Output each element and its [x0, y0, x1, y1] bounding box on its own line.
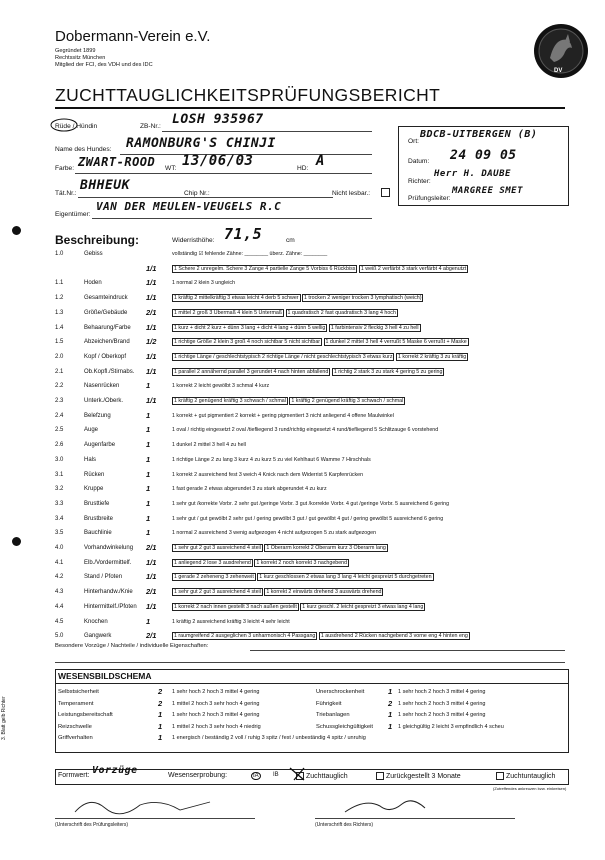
row-number: 1.1	[55, 280, 64, 287]
row-check-mark[interactable]: 1/1	[146, 278, 157, 288]
row-check-mark[interactable]: 1	[146, 425, 151, 435]
row-options[interactable]: 1 raumgreifend 2 ausgeglichen 3 unharmonisch 4 Passgang 1 ausdrehend 2 Rücken nachgebend 3 vorne eng 4 hinten eng	[174, 633, 468, 640]
row-number: 4.2	[55, 574, 64, 581]
wesen-trait-mark[interactable]: 1	[388, 710, 393, 719]
row-check-mark[interactable]: 1/1	[146, 351, 157, 361]
row-number: 4.5	[55, 618, 64, 625]
row-label: Unterk./Oberk.	[84, 398, 124, 404]
row-number: 3.5	[55, 530, 64, 537]
formwert-value[interactable]: Vorzüge	[92, 765, 138, 776]
row-label: Hoden	[84, 280, 102, 287]
row-label: Auge	[84, 427, 99, 434]
row-options[interactable]: 1 fast gerade 2 etwas abgerundet 3 zu stark abgerundet 4 zu kurz	[172, 486, 327, 493]
row-number: 2.0	[55, 353, 64, 360]
hd-label: HD:	[297, 165, 309, 172]
row-label: Belefzung	[84, 412, 111, 419]
title-rule	[55, 107, 565, 109]
leiter-label: Prüfungsleiter:	[408, 195, 451, 202]
ort-value[interactable]: BDCB-UITBERGEN (B)	[420, 129, 538, 140]
row-options[interactable]: 1 parallel 2 annähernd parallel 3 gerundet 4 nach hinten abfallend 1 richtig 2 stark 3 zu stark 4 gering 5 zu gering	[174, 368, 443, 375]
color-value[interactable]: ZWART-ROOD	[78, 155, 156, 169]
row-options[interactable]: 1 korrekt 2 leicht gewölbt 3 schmal 4 kurz	[172, 383, 270, 390]
wesen-trait-options[interactable]: 1 sehr hoch 2 hoch 3 mittel 4 gering	[398, 712, 486, 718]
wesen-trait-options[interactable]: 1 sehr hoch 2 hoch 3 mittel 4 gering	[172, 712, 260, 718]
row-options[interactable]: 1 korrekt 2 nach innen gestellt 3 nach außen gestellt 1 kurz geschl. 2 leicht gespreizt 3 etwas lang 4 lang	[174, 603, 424, 610]
row-check-mark[interactable]: 1	[146, 469, 151, 479]
zuchtuntauglich-checkbox[interactable]	[496, 772, 504, 780]
wesen-trait-mark[interactable]: 1	[158, 733, 163, 742]
row-label: Brusttiefe	[84, 500, 110, 507]
leiter-value[interactable]: MARGREE SMET	[452, 186, 524, 196]
row-check-mark[interactable]: 1/1	[146, 572, 157, 582]
row-label: Kopf / Oberkopf	[84, 353, 127, 360]
row-label: Stand / Pfoten	[84, 574, 123, 581]
row-label: Brustbreite	[84, 515, 114, 522]
row-options[interactable]: 1 sehr gut /korrekte Vorbr. 2 sehr gut /geringe Vorbr. 3 gut /korrekte Vorbr. 4 gut /geringe Vorbr. 5 ausreichend 6 gering	[172, 500, 450, 507]
tattoo-value[interactable]: BHHEUK	[80, 178, 130, 193]
row-check-mark[interactable]: 2/1	[146, 543, 157, 552]
dog-name-value[interactable]: RAMONBURG'S CHINJI	[126, 136, 276, 151]
richter-value[interactable]: Herr H. DAUBE	[434, 169, 511, 179]
chip-label: Chip Nr.:	[184, 190, 210, 197]
wesen-trait-mark[interactable]: 2	[158, 698, 163, 708]
wesen-trait-options[interactable]: 1 energisch / beständig 2 voll / ruhig 3 spitz / fest / unbeständig 4 spitz / unruhig	[172, 735, 366, 741]
wesen-trait-label: Temperament	[58, 700, 94, 707]
row-options[interactable]: 1 richtige Länge / geschlechtstypisch 2 richtige Länge / nicht geschlechtstypisch 3 etwas kurz 1 korrekt 2 kräftig 3 zu kräftig	[174, 353, 467, 360]
row-label: Hintermittelf./Pfoten	[84, 603, 137, 610]
signature-richter-label: (Unterschrift des Richters)	[315, 822, 374, 828]
wesen-trait-label: Schussgleichgültigkeit	[316, 723, 374, 730]
wesen-trait-options[interactable]: 1 sehr hoch 2 hoch 3 mittel 4 gering	[398, 700, 486, 707]
sex-label: Rüde / Hündin	[55, 123, 98, 130]
wesen-trait-options[interactable]: 1 sehr hoch 2 hoch 3 mittel 4 gering	[172, 689, 260, 695]
row-options[interactable]: 1 normal 2 klein 3 ungleich	[172, 280, 236, 287]
row-number: 1.2	[55, 295, 64, 302]
row-number: 1.0	[55, 251, 64, 257]
height-unit: cm	[286, 237, 295, 244]
zurueckgestellt-checkbox[interactable]	[376, 772, 384, 780]
row-options[interactable]: vollständig ☑ fehlende Zähne: ________ überz. Zähne: ________	[172, 251, 328, 257]
row-check-mark[interactable]: 1	[146, 498, 151, 508]
row-check-mark[interactable]: 1	[146, 454, 151, 464]
unreadable-label: Nicht lesbar.:	[332, 190, 371, 197]
zb-label: ZB-Nr.:	[140, 123, 161, 130]
wesen-trait-label: Reizschwelle	[58, 723, 92, 730]
row-label: Größe/Gebäude	[84, 309, 128, 316]
unreadable-checkbox[interactable]	[381, 188, 390, 197]
row-label: Hinterhandw./Knie	[84, 589, 133, 596]
wesen-trait-label: Führigkeit	[316, 700, 342, 707]
row-label: Hals	[84, 456, 97, 463]
row-options[interactable]: 1 Schere 2 unregelm. Schere 3 Zange 4 partielle Zange 5 Vorbiss 6 Rückbiss 1 weiß 2 verfärbt 3 stark verfärbt 4 abgenutzt	[174, 265, 467, 272]
row-check-mark[interactable]: 1/2	[146, 337, 157, 347]
row-number: 3.1	[55, 471, 64, 478]
punch-hole-top	[12, 226, 21, 235]
wt-value[interactable]: 13/06/03	[182, 153, 254, 169]
wesen-trait-options[interactable]: 1 mittel 2 hoch 3 sehr hoch 4 niedrig	[172, 723, 261, 730]
row-number: 2.2	[55, 383, 64, 390]
row-check-mark[interactable]: 1	[146, 484, 151, 494]
row-number: 3.0	[55, 456, 64, 463]
row-label: Augenfarbe	[84, 442, 116, 449]
row-number: 2.5	[55, 427, 64, 434]
special-features-label: Besondere Vorzüge / Nachteile / individuelle Eigenschaften:	[55, 643, 209, 649]
row-label: Nasenrücken	[84, 383, 120, 390]
row-check-mark[interactable]: 1	[146, 616, 151, 626]
wesen-trait-mark[interactable]: 2	[388, 698, 393, 708]
row-number: 1.4	[55, 324, 64, 331]
row-check-mark[interactable]: 1/1	[146, 396, 157, 405]
row-check-mark[interactable]: 1/1	[146, 293, 157, 303]
wesen-option-ib[interactable]: IB	[273, 772, 279, 778]
hd-value[interactable]: A	[316, 153, 325, 169]
row-options[interactable]: 1 sehr gut 2 gut 3 ausreichend 4 steil 1 Oberarm korrekt 2 Oberarm kurz 3 Oberarm lang	[174, 545, 386, 551]
row-check-mark[interactable]: 1/1	[146, 601, 157, 611]
row-label: Vorhandwinkelung	[84, 545, 134, 551]
document-title: ZUCHTTAUGLICHKEITSPRÜFUNGSBERICHT	[55, 85, 441, 105]
check-cross-mark	[288, 766, 308, 782]
row-options[interactable]: 1 mittel 2 groß 3 Übermaß 4 klein 5 Untermaß 1 quadratisch 2 fast quadratisch 3 lang 4 hoch	[174, 309, 396, 316]
wesen-trait-label: Selbstsicherheit	[58, 689, 99, 695]
club-name: Dobermann-Verein e.V.	[55, 28, 211, 45]
row-number: 2.1	[55, 368, 64, 375]
result-zurueckgestellt[interactable]: Zurückgestellt 3 Monate	[376, 772, 461, 780]
logo-lettering: DV	[554, 68, 563, 74]
row-options[interactable]: 1 oval / richtig eingesetzt 2 oval /tiefliegend 3 rund/richtig eingesetzt 4 rund/tiefliegend 5 Schlitzauge 6 vorstehend	[172, 427, 439, 434]
dog-name-label: Name des Hundes:	[55, 146, 112, 153]
wesen-trait-options[interactable]: 1 sehr hoch 2 hoch 3 mittel 4 gering	[398, 689, 486, 695]
wesen-trait-label: Unerschrockenheit	[316, 689, 365, 695]
row-options[interactable]: 1 richtige Größe 2 klein 3 groß 4 noch sichtbar 5 nicht sichtbar 1 dunkel 2 mittel 3 hell 4 verrußt 5 Maske 6 verrußt + Maske	[174, 339, 467, 346]
color-label: Farbe:	[55, 165, 75, 172]
wesen-trait-label: Triebanlagen	[316, 712, 350, 718]
beschreibung-title: Beschreibung:	[55, 233, 140, 247]
copy-distribution-note: 3. Blatt gelb Richter	[1, 696, 7, 740]
signature-leiter-icon	[70, 790, 220, 820]
height-label: Widerristhöhe:	[172, 237, 215, 244]
row-number: 3.4	[55, 515, 64, 522]
row-check-mark[interactable]: 1	[146, 528, 151, 538]
result-zuchttauglich[interactable]: Zuchttauglich	[296, 772, 348, 780]
owner-value[interactable]: VAN DER MEULEN-VEUGELS R.C	[96, 200, 282, 213]
row-number: 2.4	[55, 412, 64, 419]
membership-text: Mitglied der FCI, des VDH und des IDC	[55, 62, 153, 68]
row-number: 4.0	[55, 545, 64, 551]
row-number: 3.2	[55, 486, 64, 493]
row-check-mark[interactable]: 1	[146, 440, 151, 450]
row-options[interactable]: 1 kurz + dicht 2 kurz + dünn 3 lang + dicht 4 lang + dünn 5 wellig 1 farbintensiv 2 fleckig 3 hell 4 zu hell	[174, 324, 419, 331]
formwert-label: Formwert:	[58, 772, 90, 779]
datum-label: Datum:	[408, 158, 430, 165]
row-number: 4.4	[55, 603, 64, 610]
datum-value[interactable]: 24 09 05	[450, 148, 517, 163]
wesen-trait-options[interactable]: 1 gleichgültig 2 leicht 3 empfindlich 4 scheu	[398, 723, 504, 730]
wesen-test-label: Wesenserprobung:	[168, 772, 228, 779]
row-label: Rücken	[84, 471, 105, 478]
richter-label: Richter:	[408, 178, 431, 185]
row-number: 1.3	[55, 309, 64, 316]
row-options[interactable]: 1 korrekt + gut pigmentiert 2 korrekt + gering pigmentiert 3 nicht anliegend 4 offene Maulwinkel	[172, 412, 394, 419]
row-options[interactable]: 1 dunkel 2 mittel 3 hell 4 zu hell	[172, 442, 246, 449]
wesen-trait-mark[interactable]: 2	[158, 687, 163, 696]
row-check-mark[interactable]: 1	[146, 410, 151, 420]
wesen-trait-mark[interactable]: 1	[388, 687, 393, 696]
row-label: Abzeichen/Brand	[84, 339, 130, 346]
result-zuchtuntauglich[interactable]: Zuchtuntauglich	[496, 772, 555, 780]
row-number: 3.3	[55, 500, 64, 507]
row-number: 4.1	[55, 559, 64, 566]
wesen-trait-mark[interactable]: 1	[158, 721, 163, 731]
wt-label: WT:	[165, 165, 177, 172]
row-options[interactable]: 1 sehr gut 2 gut 3 ausreichend 4 steil 1 korrekt 2 einwärts drehend 3 auswärts drehend	[174, 589, 382, 596]
height-value[interactable]: 71,5	[224, 225, 263, 243]
row-options[interactable]: 1 anliegend 2 lose 3 ausdrehend 1 korrekt 2 noch korrekt 3 nachgebend	[174, 559, 348, 566]
row-label: Gesamteindruck	[84, 295, 128, 302]
wesen-title: WESENSBILDSCHEMA	[58, 671, 152, 681]
zb-value[interactable]: LOSH 935967	[172, 112, 264, 127]
row-label: Gebiss	[84, 251, 103, 257]
signature-leiter-label: (Unterschrift des Prüfungsleiters)	[55, 822, 129, 828]
row-options[interactable]: 1 kräftig 2 ausreichend kräftig 3 leicht 4 sehr leicht	[172, 618, 290, 625]
row-label: Gangwerk	[84, 633, 112, 640]
row-label: Kruppe	[84, 486, 104, 493]
row-number: 4.3	[55, 589, 64, 596]
row-check-mark[interactable]: 1/1	[146, 366, 157, 376]
row-check-mark[interactable]: 1/1	[146, 322, 157, 332]
ort-label: Ort:	[408, 138, 419, 145]
row-options[interactable]: 1 sehr gut / gut gewölbt 2 sehr gut / gering gewölbt 3 gut / gut gewölbt 4 gut / gering gewölbt 5 ausreichend 6 gering	[172, 515, 444, 522]
row-number: 1.5	[55, 339, 64, 346]
row-label: Elb./Vordermittelf.	[84, 559, 132, 566]
row-options[interactable]: 1 normal 2 ausreichend 3 wenig aufgezogen 4 nicht aufgezogen 5 zu stark aufgezogen	[172, 530, 377, 537]
seat-text: Rechtssitz München	[55, 55, 106, 61]
sex-circle-mark	[49, 117, 79, 133]
row-check-mark[interactable]: 1/1	[146, 557, 157, 567]
row-number: 2.3	[55, 398, 64, 404]
row-label: Bauchlinie	[84, 530, 112, 537]
wesen-option-ia[interactable]: IA	[253, 773, 259, 779]
row-check-mark[interactable]: 1/1	[146, 263, 157, 273]
row-options[interactable]: 1 kräftig 2 genügend kräftig 3 schwach / schmal 1 kräftig 2 genügend kräftig 3 schwach / schmal	[174, 398, 404, 404]
wesen-trait-mark[interactable]: 1	[158, 710, 163, 719]
row-check-mark[interactable]: 2/1	[146, 631, 157, 641]
row-options[interactable]: 1 korrekt 2 ausreichend fest 3 weich 4 Knick nach dem Widerrist 5 Karpfenrücken	[172, 471, 364, 478]
row-label: Knochen	[84, 618, 108, 625]
wesen-trait-options[interactable]: 1 mittel 2 hoch 3 sehr hoch 4 gering	[172, 700, 260, 707]
row-check-mark[interactable]: 2/1	[146, 587, 157, 597]
founded-text: Gegründet 1899	[55, 48, 96, 54]
row-number: 2.6	[55, 442, 64, 449]
row-options[interactable]: 1 gerade 2 zeheneng 3 zehenweit 1 kurz geschlossen 2 etwas lang 3 lang 4 leicht gespreizt 5 durchgetreten	[174, 574, 432, 581]
row-check-mark[interactable]: 1	[146, 381, 151, 391]
row-options[interactable]: 1 kräftig 2 mittelkräftig 3 etwas leicht 4 derb 5 schwer 1 trocken 2 weniger trocken 3 lymphatisch (weich)	[174, 295, 422, 302]
row-check-mark[interactable]: 1	[146, 513, 151, 523]
instruction-note: (Zutreffendes ankreuzen bzw. einkreisen)	[493, 786, 567, 791]
row-number: 5.0	[55, 633, 64, 640]
wesen-trait-label: Leistungsbereitschaft	[58, 712, 113, 718]
owner-label: Eigentümer:	[55, 211, 91, 218]
row-options[interactable]: 1 richtige Länge 2 zu lang 3 kurz 4 zu kurz 5 zu viel Kehlhaut 6 Wamme 7 Hirschhals	[172, 456, 371, 463]
punch-hole-bottom	[12, 537, 21, 546]
wesen-trait-mark[interactable]: 1	[388, 721, 393, 731]
tattoo-label: Tät.Nr.:	[55, 190, 77, 197]
row-check-mark[interactable]: 2/1	[146, 307, 157, 317]
wesen-trait-label: Griffverhalten	[58, 735, 93, 741]
row-label: Behaarung/Farbe	[84, 324, 131, 331]
row-label: Ob.Kopfl./Stirnabs.	[84, 368, 135, 375]
